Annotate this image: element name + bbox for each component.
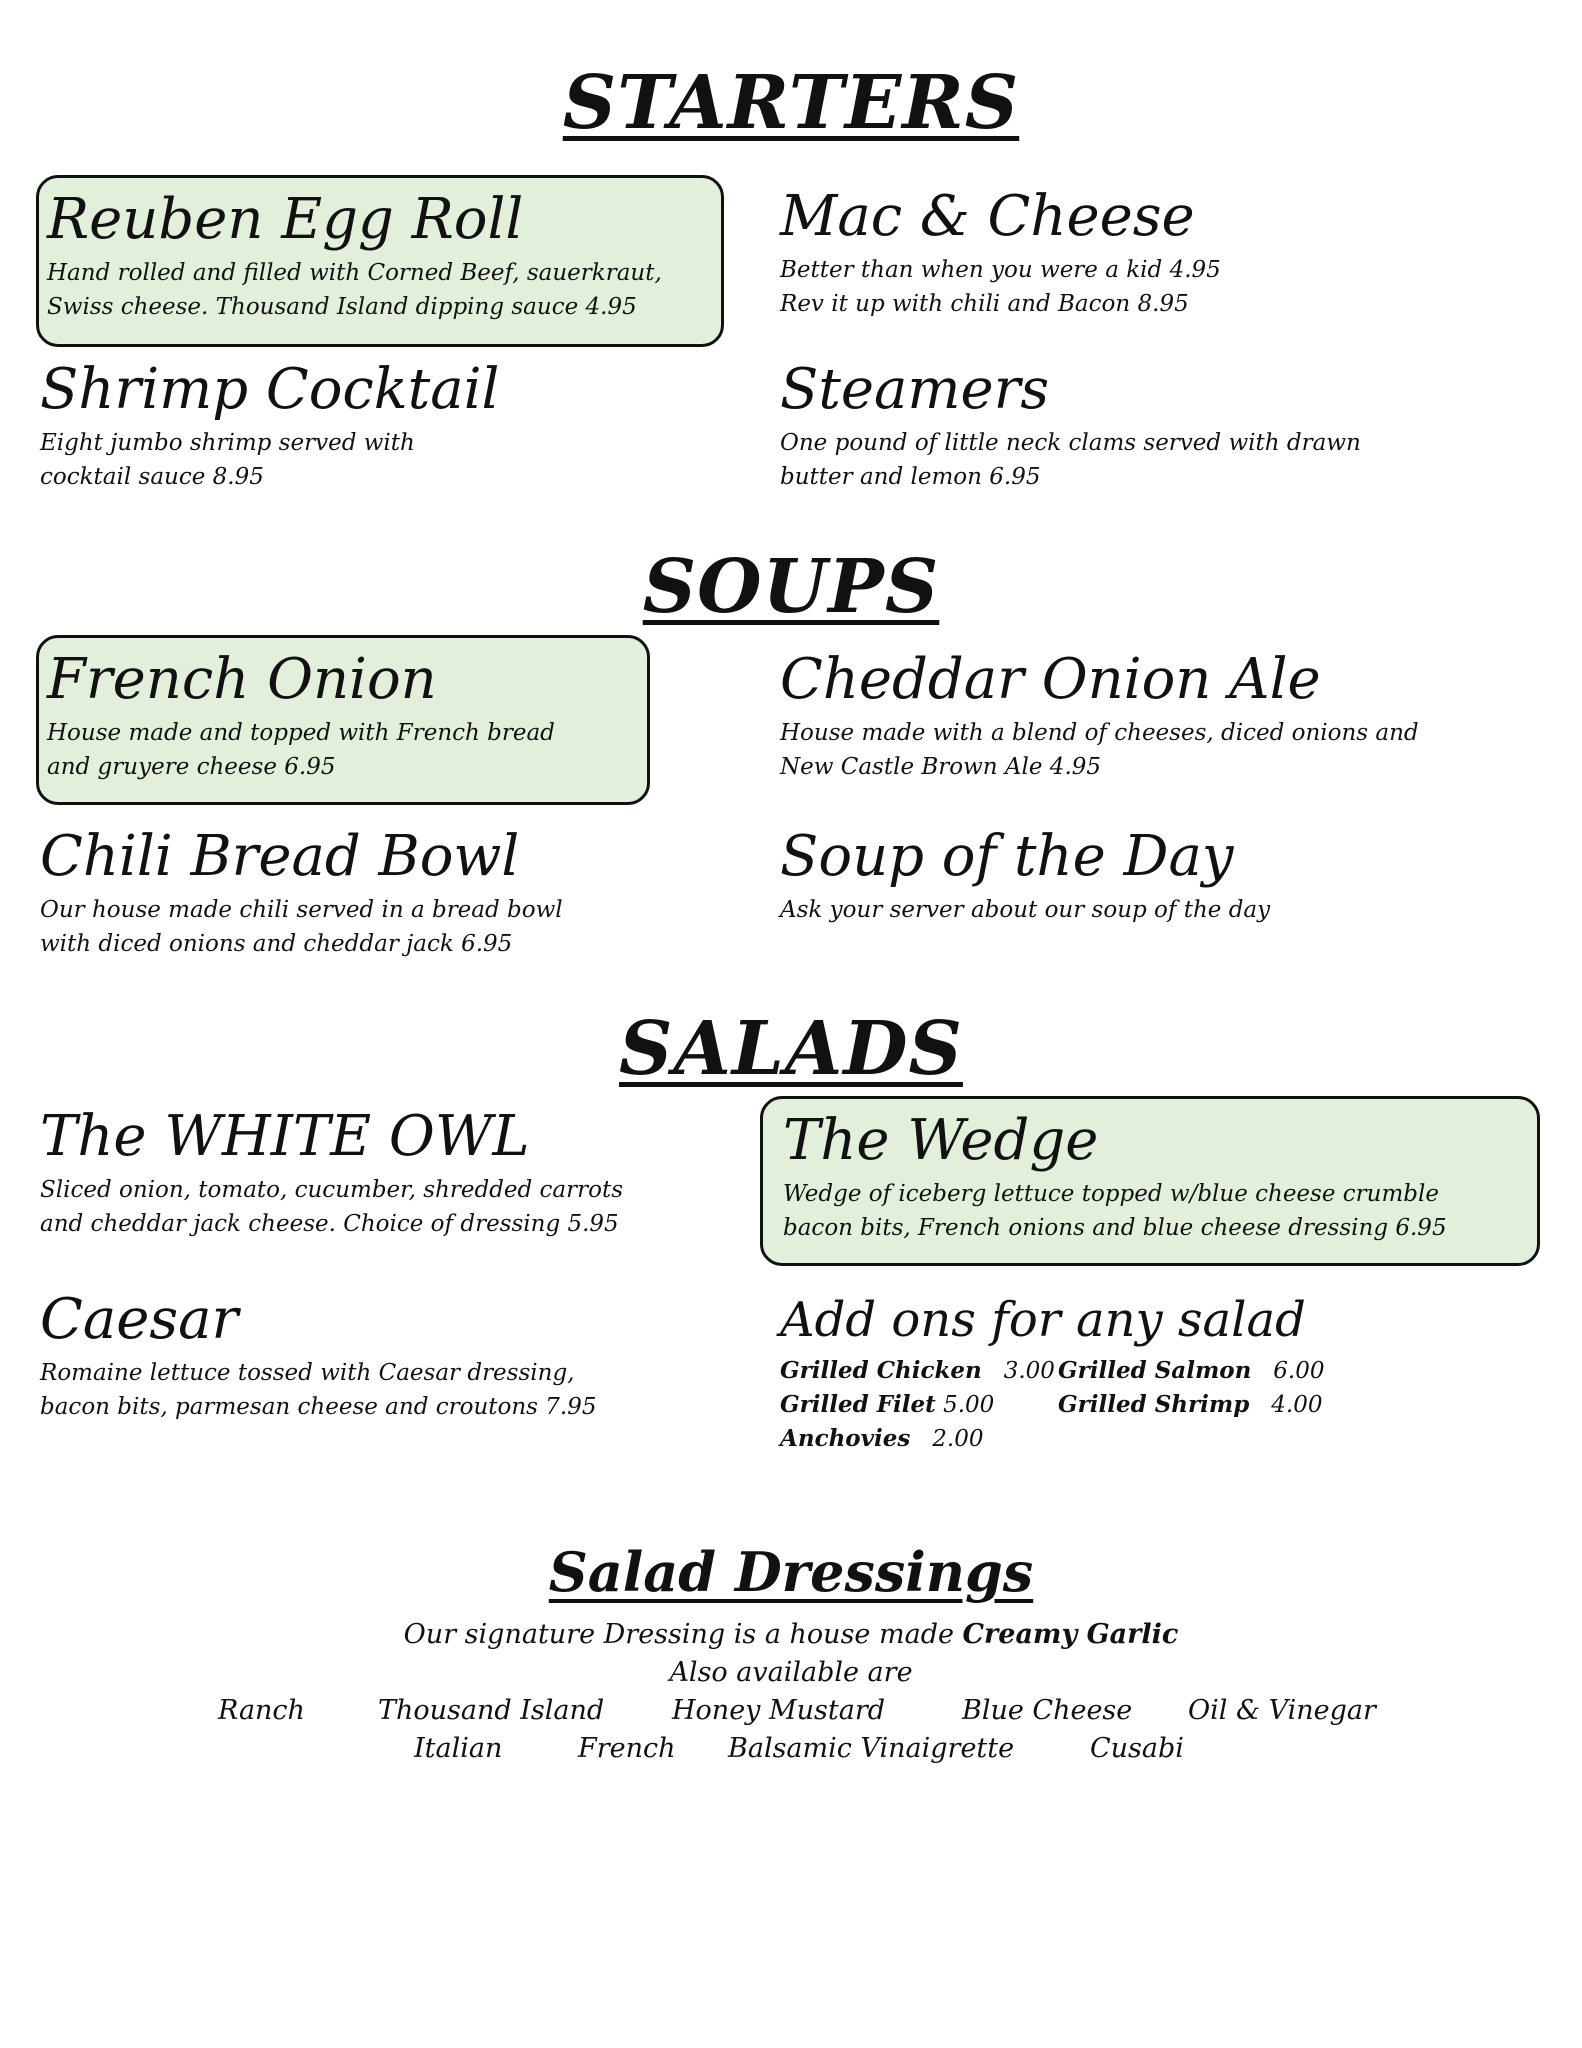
item-desc-line1: House made and topped with French bread [47, 720, 555, 746]
item-desc-line2: bacon bits, French onions and blue cheese dressing 6.95 [783, 1215, 1447, 1241]
item-desc-line1: Hand rolled and filled with Corned Beef, sauerkraut, [47, 260, 662, 286]
item-name: Chili Bread Bowl [40, 824, 520, 889]
item-name: Mac & Cheese [780, 184, 1195, 249]
dressing-thousand-island: Thousand Island [378, 1695, 605, 1726]
item-desc-line2: New Castle Brown Ale 4.95 [780, 754, 1102, 780]
item-desc-line1: Better than when you were a kid 4.95 [780, 257, 1221, 283]
item-name: Soup of the Day [780, 824, 1234, 889]
item-name: The WHITE OWL [40, 1104, 530, 1169]
dressing-ranch: Ranch [218, 1695, 305, 1726]
addon-grilled-shrimp: Grilled Shrimp 4.00 [1058, 1391, 1323, 1418]
item-desc-line1: Romaine lettuce tossed with Caesar dressing, [40, 1360, 575, 1386]
menu-item-steamers [780, 358, 1361, 494]
item-name: French Onion [47, 647, 437, 712]
item-desc-line1: Sliced onion, tomato, cucumber, shredded carrots [40, 1177, 624, 1203]
addon-anchovies: Anchovies 2.00 [780, 1425, 984, 1452]
dressing-blue-cheese: Blue Cheese [962, 1695, 1133, 1726]
item-desc-line2: and gruyere cheese 6.95 [47, 754, 336, 780]
addon-grilled-filet: Grilled Filet 5.00 [780, 1391, 995, 1418]
dressing-cusabi: Cusabi [1090, 1733, 1184, 1764]
menu-item-french-onion [36, 635, 650, 805]
item-name: The Wedge [783, 1108, 1099, 1173]
addons-title: Add ons for any salad [780, 1292, 1306, 1348]
item-desc-line2: and cheddar jack cheese. Choice of dressing 5.95 [40, 1211, 619, 1237]
addon-grilled-chicken: Grilled Chicken 3.00 [780, 1357, 1055, 1384]
item-desc-line2: Rev it up with chili and Bacon 8.95 [780, 291, 1189, 317]
item-desc-line1: Eight jumbo shrimp served with [40, 430, 415, 456]
menu-item-caesar [40, 1288, 597, 1424]
item-name: Shrimp Cocktail [40, 357, 500, 422]
menu-item-the-white-owl [40, 1105, 623, 1241]
item-desc-line1: One pound of little neck clams served with drawn [780, 430, 1361, 456]
dressings-heading: Salad Dressings [548, 1540, 1034, 1604]
salad-addons [780, 1290, 1500, 1470]
dressing-balsamic-vinaigrette: Balsamic Vinaigrette [728, 1733, 1015, 1764]
item-name: Steamers [780, 357, 1050, 422]
item-desc-line1: Wedge of iceberg lettuce topped w/blue cheese crumble [783, 1181, 1439, 1207]
menu-item-reuben-egg-roll [36, 175, 724, 347]
item-desc-line2: butter and lemon 6.95 [780, 464, 1041, 490]
item-desc-line2: cocktail sauce 8.95 [40, 464, 264, 490]
menu-item-mac-and-cheese [780, 185, 1221, 321]
menu-item-the-wedge [760, 1096, 1540, 1266]
menu-item-cheddar-onion-ale [780, 648, 1419, 784]
dressing-italian: Italian [414, 1733, 503, 1764]
menu-item-chili-bread-bowl [40, 825, 563, 961]
menu-item-shrimp-cocktail [40, 358, 499, 494]
starters-heading: STARTERS [562, 60, 1020, 146]
soups-heading: SOUPS [642, 544, 940, 630]
signature-dressing-line: Our signature Dressing is a house made Creamy Garlic [403, 1619, 1179, 1650]
dressing-oil-vinegar: Oil & Vinegar [1188, 1695, 1376, 1726]
addon-grilled-salmon: Grilled Salmon 6.00 [1058, 1357, 1325, 1384]
item-name: Caesar [40, 1287, 239, 1352]
item-desc-line1: Ask your server about our soup of the day [780, 897, 1271, 923]
dressing-honey-mustard: Honey Mustard [672, 1695, 886, 1726]
item-name: Reuben Egg Roll [47, 187, 524, 252]
item-desc-line2: bacon bits, parmesan cheese and croutons 7.95 [40, 1394, 597, 1420]
item-name: Cheddar Onion Ale [780, 647, 1321, 712]
item-desc-line2: with diced onions and cheddar jack 6.95 [40, 931, 513, 957]
menu-item-soup-of-the-day [780, 825, 1270, 927]
dressing-french: French [578, 1733, 676, 1764]
item-desc-line1: House made with a blend of cheeses, diced onions and [780, 720, 1419, 746]
salads-heading: SALADS [619, 1006, 963, 1092]
also-available-line: Also available are [669, 1657, 913, 1688]
item-desc-line1: Our house made chili served in a bread bowl [40, 897, 563, 923]
item-desc-line2: Swiss cheese. Thousand Island dipping sauce 4.95 [47, 294, 637, 320]
